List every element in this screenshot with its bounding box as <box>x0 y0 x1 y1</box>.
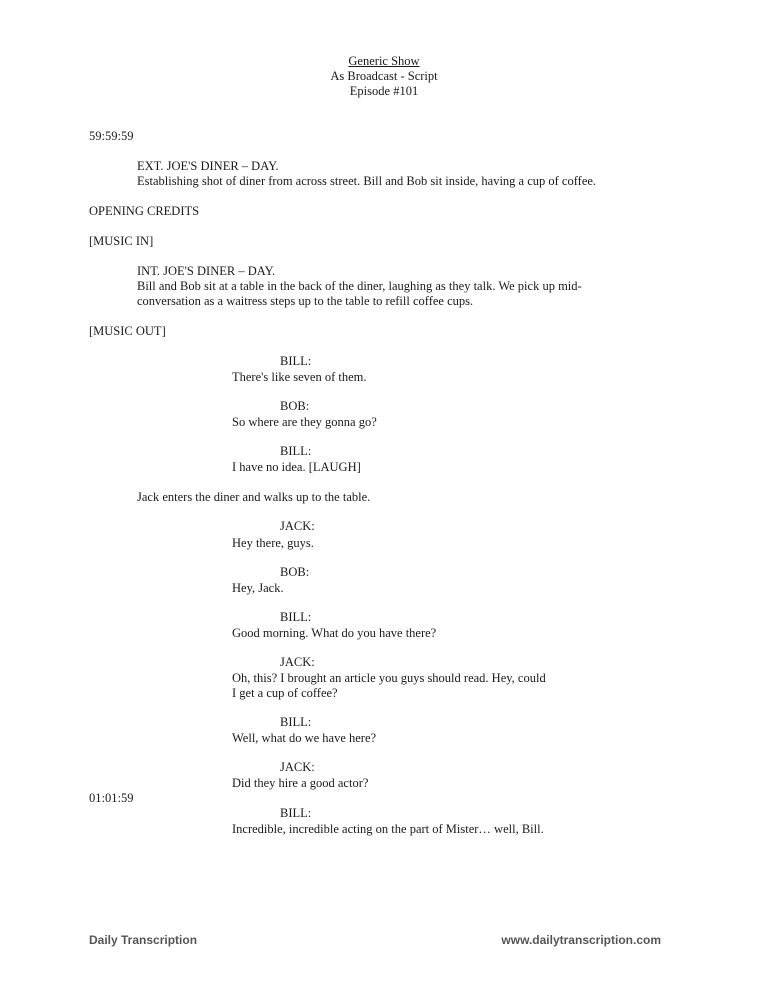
dialogue-line: Did they hire a good actor? <box>232 776 369 790</box>
speaker-name: BOB: <box>280 565 310 579</box>
dialogue-line: There's like seven of them. <box>232 370 367 384</box>
speaker-name: JACK: <box>280 655 315 669</box>
scene-heading-1: EXT. JOE'S DINER – DAY. <box>137 159 279 173</box>
dialogue-line: Hey, Jack. <box>232 581 284 595</box>
speaker-name: BOB: <box>280 399 310 413</box>
script-type: As Broadcast - Script <box>330 69 438 83</box>
speaker-name: JACK: <box>280 760 315 774</box>
cue-opening-credits: OPENING CREDITS <box>89 204 200 218</box>
speaker-name: BILL: <box>280 444 312 458</box>
footer-company: Daily Transcription <box>89 933 198 947</box>
dialogue-line: So where are they gonna go? <box>232 415 377 429</box>
dialogue-line-continued: I get a cup of coffee? <box>232 686 338 700</box>
timecode-start: 59:59:59 <box>89 129 134 143</box>
dialogue-line: I have no idea. [LAUGH] <box>232 460 361 474</box>
dialogue-line: Well, what do we have here? <box>232 731 377 745</box>
speaker-name: BILL: <box>280 610 312 624</box>
speaker-name: BILL: <box>280 354 312 368</box>
dialogue-line: Incredible, incredible acting on the part of Mister… well, Bill. <box>232 822 544 836</box>
dialogue-line: Hey there, guys. <box>232 536 314 550</box>
scene-action-2-line1: Bill and Bob sit at a table in the back of the diner, laughing as they talk. We pick up mid- <box>137 279 582 293</box>
footer-website: www.dailytranscription.com <box>501 933 661 947</box>
dialogue-line: Good morning. What do you have there? <box>232 626 437 640</box>
speaker-name: BILL: <box>280 715 312 729</box>
episode-number: Episode #101 <box>349 84 419 98</box>
speaker-name: BILL: <box>280 806 312 820</box>
timecode-end: 01:01:59 <box>89 791 134 805</box>
scene-heading-2: INT. JOE'S DINER – DAY. <box>137 264 276 278</box>
scene-action-2-line2: conversation as a waitress steps up to the table to refill coffee cups. <box>137 294 474 308</box>
cue-music-out: [MUSIC OUT] <box>89 324 166 338</box>
cue-music-in: [MUSIC IN] <box>89 234 154 248</box>
speaker-name: JACK: <box>280 519 315 533</box>
show-title: Generic Show <box>348 54 420 68</box>
dialogue-line: Oh, this? I brought an article you guys should read. Hey, could <box>232 671 546 685</box>
action-jack-enters: Jack enters the diner and walks up to the table. <box>137 490 371 504</box>
scene-action-1: Establishing shot of diner from across street. Bill and Bob sit inside, having a cup of coffee. <box>137 174 597 188</box>
